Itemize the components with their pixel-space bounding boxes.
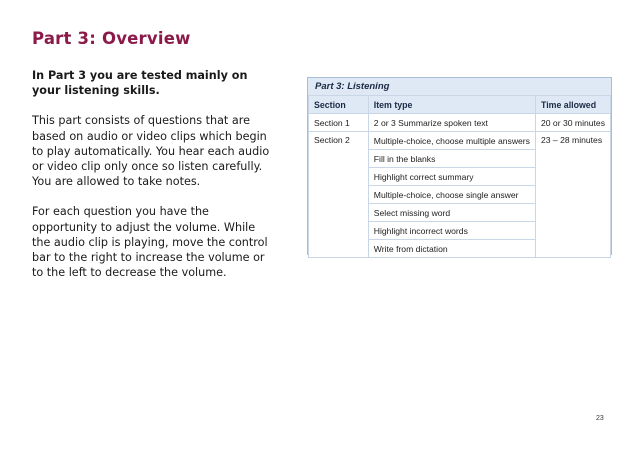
page-title: Part 3: Overview	[32, 29, 191, 48]
item-type: Multiple-choice, choose single answer	[368, 186, 535, 204]
intro-text: In Part 3 you are tested mainly on your listening skills.	[32, 69, 248, 98]
section-1-label: Section 1	[309, 114, 369, 132]
table-header-row	[309, 96, 611, 114]
header-item-type: Item type	[368, 96, 535, 114]
item-type: Write from dictation	[368, 240, 535, 258]
body-text	[32, 68, 272, 280]
item-type: 2 or 3 Summarize spoken text	[368, 114, 535, 132]
paragraph-2: For each question you have the opportunity to adjust the volume. While the audio clip is playing, move the control bar to the right to increase the volume or to the left to decrease the volume.	[32, 205, 268, 280]
table-row	[309, 132, 611, 150]
page-number: 23	[596, 415, 604, 422]
header-section: Section	[309, 96, 369, 114]
table-title: Part 3: Listening	[315, 81, 390, 92]
header-time-allowed: Time allowed	[535, 96, 610, 114]
item-type: Select missing word	[368, 204, 535, 222]
item-type: Highlight incorrect words	[368, 222, 535, 240]
section-2-label: Section 2	[309, 132, 369, 258]
item-type: Multiple-choice, choose multiple answers	[368, 132, 535, 150]
section-2-time: 23 – 28 minutes	[535, 132, 610, 258]
table-row	[309, 114, 611, 132]
paragraph-1: This part consists of questions that are based on audio or video clips which begin to play automatically. You hear each audio or video clip only once so listen carefully. You are allowed to take notes.	[32, 114, 270, 189]
table-grid	[308, 95, 611, 258]
listening-table	[307, 77, 612, 255]
section-1-time: 20 or 30 minutes	[535, 114, 610, 132]
item-type: Highlight correct summary	[368, 168, 535, 186]
item-type: Fill in the blanks	[368, 150, 535, 168]
